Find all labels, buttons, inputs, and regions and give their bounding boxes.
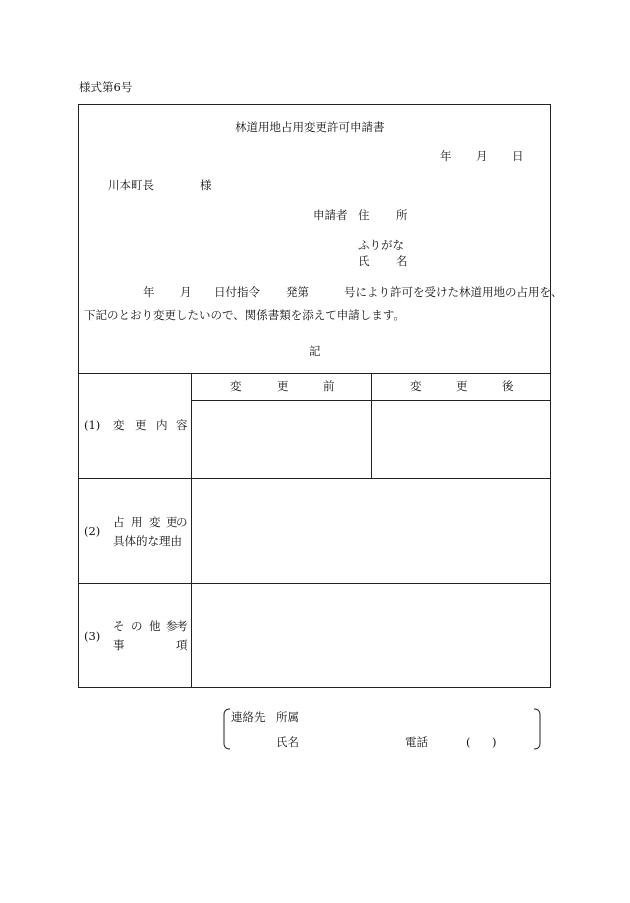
after-header-3: 後: [502, 379, 514, 393]
addressee-honorific: 様: [200, 178, 212, 192]
before-header-1: 変: [230, 379, 242, 393]
before-content-cell[interactable]: [192, 401, 370, 477]
row-3-char-5: 考: [176, 619, 188, 633]
row-3-char-3: 他: [149, 619, 161, 633]
name-label-2: 名: [396, 254, 408, 268]
row-2-char-5: の: [176, 515, 188, 529]
other-notes-content-cell[interactable]: [192, 584, 550, 687]
table-top-line: [78, 373, 551, 374]
row-3-line-2-char-1: 事: [113, 638, 125, 652]
date-month: 月: [476, 149, 488, 163]
date-day: 日: [512, 149, 524, 163]
body-month: 月: [180, 285, 192, 299]
row-2-char-1: 占: [113, 515, 125, 529]
row-1-char-1: 変: [113, 418, 125, 432]
row-3-char-2: の: [131, 619, 143, 633]
after-header-2: 更: [456, 379, 468, 393]
reason-content-cell[interactable]: [192, 479, 550, 582]
row-1-char-4: 容: [176, 418, 188, 432]
furigana-label: ふりがな: [358, 238, 404, 252]
date-year: 年: [440, 149, 452, 163]
row-2-char-3: 変: [149, 515, 161, 529]
contact-phone: 電話: [405, 735, 428, 749]
contact-paren-close: ): [492, 735, 497, 749]
address-label-2: 所: [396, 208, 408, 222]
body-issue: 発第: [286, 285, 309, 299]
form-number: 様式第6号: [79, 80, 133, 94]
after-header-1: 変: [410, 379, 422, 393]
after-content-cell[interactable]: [372, 401, 550, 477]
row-3-char-4: 参: [166, 619, 178, 633]
contact-affiliation: 所属: [276, 710, 299, 724]
ki-label: 記: [309, 344, 321, 358]
before-header-2: 更: [277, 379, 289, 393]
address-label-1: 住: [358, 208, 370, 222]
addressee-name: 川本町長: [108, 178, 154, 192]
applicant-label: 申請者: [313, 208, 348, 222]
contact-right-bracket: [532, 708, 544, 750]
contact-paren-open: (: [466, 735, 471, 749]
row-2-char-2: 用: [131, 515, 143, 529]
contact-label: 連絡先: [231, 710, 266, 724]
body-year: 年: [143, 285, 155, 299]
row-3-line-2-char-2: 項: [176, 638, 188, 652]
row-3-number: (3): [84, 629, 101, 643]
body-day-directive: 日付指令: [214, 285, 260, 299]
before-header-3: 前: [323, 379, 335, 393]
form-title: 林道用地占用変更許可申請書: [235, 120, 385, 134]
body-line2: 下記のとおり変更したいので、関係書類を添えて申請します。: [84, 308, 405, 322]
contact-name: 氏名: [276, 735, 299, 749]
row-1-char-3: 内: [156, 418, 168, 432]
name-label-1: 氏: [358, 254, 370, 268]
row-2-line-2: 具体的な理由: [113, 534, 182, 548]
row-1-char-2: 更: [135, 418, 147, 432]
row-2-char-4: 更: [166, 515, 178, 529]
row-1-number: (1): [84, 418, 101, 432]
body-permit-text: 号により許可を受けた林道用地の占用を、: [344, 285, 563, 299]
row-3-char-1: そ: [113, 619, 125, 633]
row-2-number: (2): [84, 524, 101, 538]
